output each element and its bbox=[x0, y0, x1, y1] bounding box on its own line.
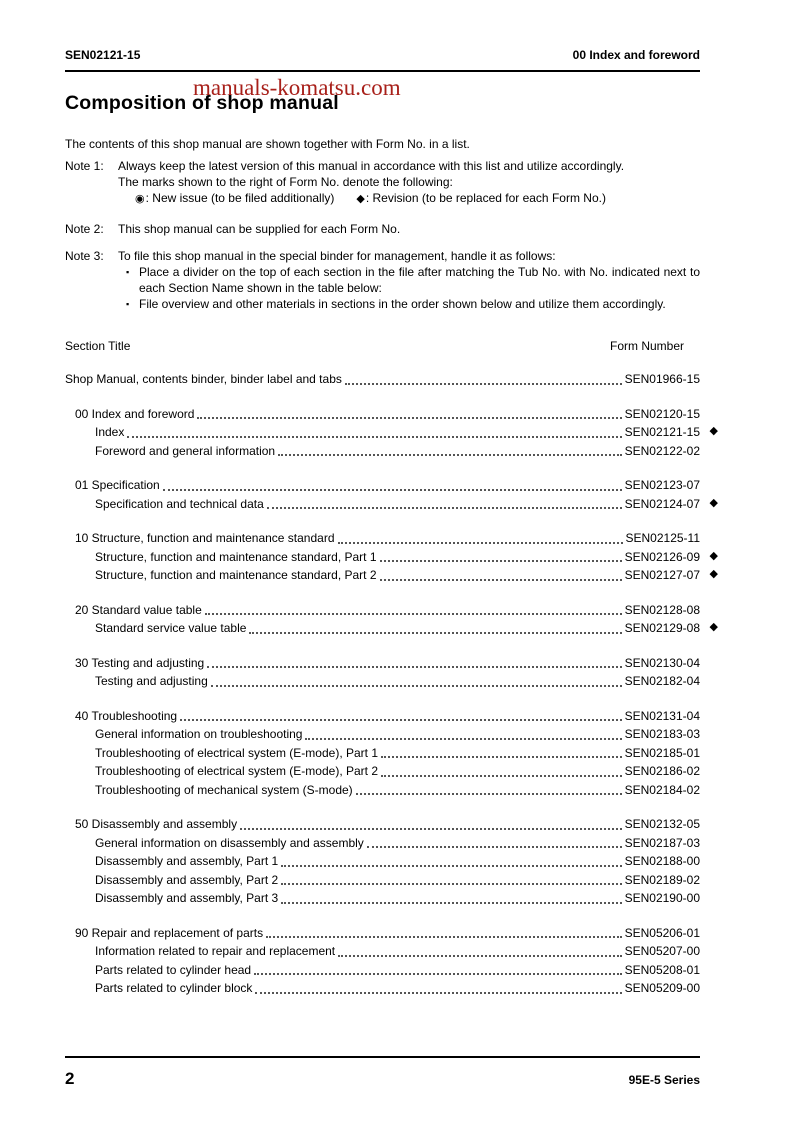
intro-text: The contents of this shop manual are shown together with Form No. in a list. bbox=[65, 137, 470, 151]
toc-row bbox=[65, 495, 718, 514]
note-1 bbox=[65, 158, 700, 207]
toc-entry-title: Standard service value table bbox=[95, 621, 247, 635]
note-3-body bbox=[118, 248, 700, 312]
toc-entry-title: General information on troubleshooting bbox=[95, 727, 303, 741]
bullet-icon: ▪ bbox=[126, 267, 130, 277]
note-1-line-1: Always keep the latest version of this manual in accordance with this list and utilize accordingly. bbox=[118, 159, 625, 173]
revision-mark-icon: ◆ bbox=[709, 621, 718, 633]
column-section-title: Section Title bbox=[65, 339, 131, 353]
dot-leader bbox=[367, 846, 622, 848]
dot-leader bbox=[255, 992, 621, 994]
toc-entry-form-number: SEN02182-04 bbox=[624, 674, 700, 688]
toc-entry-form-number: SEN02123-07 bbox=[624, 478, 700, 492]
dot-leader bbox=[281, 883, 621, 885]
dot-leader bbox=[254, 973, 622, 975]
dot-leader bbox=[197, 417, 621, 419]
dot-leader bbox=[249, 632, 621, 634]
header-form-number: SEN02121-15 bbox=[65, 48, 141, 62]
toc-group bbox=[65, 370, 700, 389]
toc-entry-form-number: SEN01966-15 bbox=[624, 372, 700, 386]
toc-entry-title: Structure, function and maintenance standard, Part 1 bbox=[95, 549, 377, 564]
toc-entry-form-number: SEN02185-01 bbox=[624, 745, 700, 760]
note-2-text: This shop manual can be supplied for each Form No. bbox=[118, 222, 401, 236]
toc-row bbox=[65, 370, 700, 389]
toc-row bbox=[65, 725, 700, 744]
toc-entry-form-number: SEN02187-03 bbox=[624, 835, 700, 850]
toc-entry-title: 90 Repair and replacement of parts bbox=[75, 925, 264, 940]
legend-new-issue bbox=[135, 190, 334, 207]
toc-entry-form-number: SEN02130-04 bbox=[624, 655, 700, 670]
revision-mark-icon: ◆ bbox=[709, 496, 718, 509]
toc-entry-form-number: SEN05207-00 bbox=[624, 944, 700, 958]
bullet-text: Place a divider on the top of each section in the file after matching the Tub No. with No. indicated next to each Section Name shown in the table below: bbox=[139, 265, 700, 295]
revision-icon: ◆ bbox=[356, 193, 365, 205]
dot-leader bbox=[267, 507, 622, 509]
series-label: 95E-5 Series bbox=[628, 1073, 700, 1087]
toc-entry-title: Parts related to cylinder block bbox=[95, 981, 253, 995]
header-section-name: 00 Index and foreword bbox=[572, 48, 700, 62]
toc-group bbox=[65, 601, 718, 638]
toc-row bbox=[65, 405, 700, 424]
revision-mark-icon: ◆ bbox=[709, 425, 718, 437]
dot-leader bbox=[345, 383, 622, 385]
note-3 bbox=[65, 248, 700, 312]
note-3-bullets bbox=[126, 264, 700, 312]
dot-leader bbox=[266, 936, 622, 938]
marks-legend bbox=[135, 190, 700, 207]
toc-entry-form-number: SEN02132-05 bbox=[624, 817, 700, 831]
toc-entry-title: 30 Testing and adjusting bbox=[75, 655, 205, 670]
toc-entry-title: Index bbox=[95, 425, 125, 439]
toc-group bbox=[65, 924, 700, 998]
toc-row bbox=[65, 548, 718, 567]
page-header bbox=[65, 48, 700, 72]
toc-entry-form-number: SEN02120-15 bbox=[624, 406, 700, 421]
toc-entry-form-number: SEN02126-09 bbox=[624, 549, 700, 564]
note-1-body bbox=[118, 158, 700, 207]
toc-row bbox=[65, 961, 700, 980]
toc-row bbox=[65, 871, 700, 890]
dot-leader bbox=[278, 454, 622, 456]
toc-entry-title: 01 Specification bbox=[75, 478, 160, 492]
toc-row bbox=[65, 744, 700, 763]
legend-new-issue-text: : New issue (to be filed additionally) bbox=[145, 191, 335, 205]
dot-leader bbox=[205, 613, 622, 615]
toc-entry-title: Structure, function and maintenance standard, Part 2 bbox=[95, 568, 377, 582]
toc-entry-form-number: SEN05209-00 bbox=[624, 981, 700, 995]
toc-entry-title: Shop Manual, contents binder, binder label and tabs bbox=[65, 372, 342, 386]
toc-entry-title: Disassembly and assembly, Part 2 bbox=[95, 872, 279, 887]
toc-entry-form-number: SEN02131-04 bbox=[624, 708, 700, 723]
column-form-number: Form Number bbox=[609, 339, 684, 353]
bullet-icon: ▪ bbox=[126, 299, 130, 309]
toc-row bbox=[65, 476, 700, 495]
toc-entry-form-number: SEN02189-02 bbox=[624, 872, 700, 887]
revision-mark-icon: ◆ bbox=[709, 568, 718, 580]
dot-leader bbox=[381, 756, 622, 758]
toc-entry-title: Specification and technical data bbox=[95, 496, 264, 511]
watermark: manuals-komatsu.com bbox=[193, 75, 401, 100]
dot-leader bbox=[356, 793, 622, 795]
note-3-label: Note 3: bbox=[65, 249, 104, 263]
toc-list bbox=[65, 370, 718, 998]
toc-entry-title: 10 Structure, function and maintenance standard bbox=[75, 531, 335, 545]
toc-row bbox=[65, 924, 700, 943]
toc-entry-title: Troubleshooting of mechanical system (S-mode) bbox=[95, 782, 353, 797]
toc-entry-title: Disassembly and assembly, Part 3 bbox=[95, 891, 279, 905]
toc-row bbox=[65, 762, 700, 781]
toc-entry-form-number: SEN02121-15 bbox=[624, 425, 700, 439]
dot-leader bbox=[380, 579, 622, 581]
toc-entry-title: Troubleshooting of electrical system (E-mode), Part 2 bbox=[95, 764, 379, 778]
toc-row bbox=[65, 442, 700, 461]
dot-leader bbox=[305, 738, 621, 740]
toc-entry-form-number: SEN02128-08 bbox=[624, 602, 700, 617]
dot-leader bbox=[338, 955, 621, 957]
toc-row bbox=[65, 654, 700, 673]
toc-row bbox=[65, 566, 718, 585]
toc-group bbox=[65, 654, 700, 691]
toc-row bbox=[65, 619, 718, 638]
toc-entry-form-number: SEN02124-07 bbox=[624, 496, 700, 511]
dot-leader bbox=[381, 775, 622, 777]
toc-entry-title: Parts related to cylinder head bbox=[95, 962, 252, 977]
toc-entry-form-number: SEN02129-08 bbox=[624, 621, 700, 635]
note-3-text: To file this shop manual in the special binder for management, handle it as follows: bbox=[118, 249, 556, 263]
toc-row bbox=[65, 672, 700, 691]
toc-group bbox=[65, 476, 718, 513]
toc-entry-title: 00 Index and foreword bbox=[75, 406, 195, 421]
toc-group bbox=[65, 707, 700, 800]
title-block bbox=[65, 75, 700, 126]
toc-row bbox=[65, 781, 700, 800]
page-title: Composition of shop manual bbox=[65, 92, 339, 114]
note-1-line-2: The marks shown to the right of Form No. denote the following: bbox=[118, 175, 453, 189]
revision-mark-icon: ◆ bbox=[709, 549, 718, 562]
dot-leader bbox=[211, 685, 622, 687]
toc-entry-title: Information related to repair and replacement bbox=[95, 944, 336, 958]
dot-leader bbox=[180, 719, 622, 721]
toc-entry-form-number: SEN02122-02 bbox=[624, 443, 700, 458]
toc-group bbox=[65, 405, 718, 461]
toc-row bbox=[65, 529, 700, 548]
legend-revision bbox=[356, 190, 606, 207]
toc-entry-title: Foreword and general information bbox=[95, 443, 276, 458]
toc-entry-form-number: SEN02127-07 bbox=[624, 568, 700, 582]
toc-row bbox=[65, 601, 700, 620]
toc-entry-title: Disassembly and assembly, Part 1 bbox=[95, 854, 279, 868]
dot-leader bbox=[163, 489, 622, 491]
page-footer bbox=[65, 1056, 700, 1089]
toc-group bbox=[65, 529, 718, 585]
toc-row bbox=[65, 942, 700, 961]
toc-entry-form-number: SEN02183-03 bbox=[624, 727, 700, 741]
toc-entry-title: 50 Disassembly and assembly bbox=[75, 817, 238, 831]
toc-entry-title: 40 Troubleshooting bbox=[75, 708, 178, 723]
toc-entry-form-number: SEN02184-02 bbox=[624, 782, 700, 797]
page-number: 2 bbox=[65, 1069, 75, 1088]
dot-leader bbox=[281, 865, 621, 867]
dot-leader bbox=[240, 828, 622, 830]
toc-entry-title: Troubleshooting of electrical system (E-mode), Part 1 bbox=[95, 745, 379, 760]
note-2-label: Note 2: bbox=[65, 222, 104, 236]
toc-row bbox=[65, 423, 718, 442]
toc-row bbox=[65, 707, 700, 726]
note-1-label: Note 1: bbox=[65, 159, 104, 173]
toc-row bbox=[65, 889, 700, 908]
toc-entry-title: General information on disassembly and assembly bbox=[95, 835, 364, 850]
legend-revision-text: : Revision (to be replaced for each Form No.) bbox=[365, 191, 606, 205]
toc-entry-title: Testing and adjusting bbox=[95, 674, 208, 688]
new-issue-icon: ◉ bbox=[135, 193, 145, 205]
toc-group bbox=[65, 815, 700, 908]
toc-row bbox=[65, 979, 700, 998]
toc-row bbox=[65, 852, 700, 871]
dot-leader bbox=[380, 560, 622, 562]
toc-entry-form-number: SEN05206-01 bbox=[624, 925, 700, 940]
toc-entry-form-number: SEN02125-11 bbox=[625, 531, 700, 545]
bullet-item bbox=[126, 264, 700, 296]
bullet-item bbox=[126, 296, 700, 312]
dot-leader bbox=[207, 666, 621, 668]
bullet-text: File overview and other materials in sections in the order shown below and utilize them accordingly. bbox=[139, 297, 666, 311]
dot-leader bbox=[281, 902, 621, 904]
toc-entry-form-number: SEN02186-02 bbox=[624, 764, 700, 778]
dot-leader bbox=[338, 542, 623, 544]
toc-entry-title: 20 Standard value table bbox=[75, 602, 202, 617]
dot-leader bbox=[127, 436, 621, 438]
toc-column-headers bbox=[65, 339, 700, 353]
toc-row bbox=[65, 834, 700, 853]
toc-entry-form-number: SEN02190-00 bbox=[624, 891, 700, 905]
note-2 bbox=[65, 221, 700, 237]
toc-row bbox=[65, 815, 700, 834]
toc-entry-form-number: SEN02188-00 bbox=[624, 854, 700, 868]
toc-entry-form-number: SEN05208-01 bbox=[624, 962, 700, 977]
